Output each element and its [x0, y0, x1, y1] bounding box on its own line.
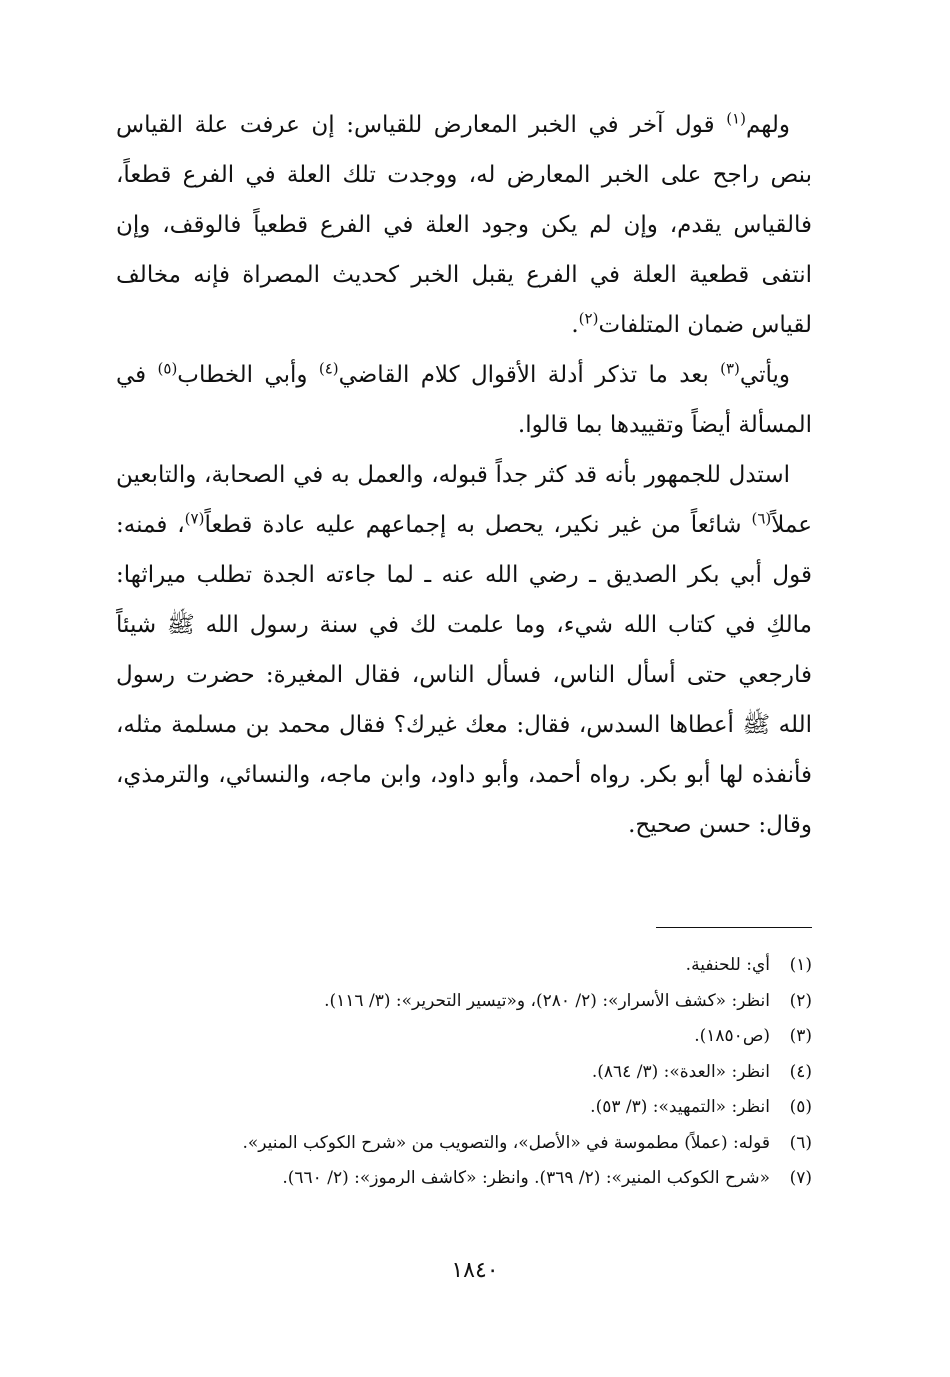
footnote-number: (٣) [789, 1026, 812, 1046]
footnote-number: (٢) [789, 990, 812, 1011]
footnote-1 [116, 948, 812, 984]
footnote-ref-1[interactable]: (١) [726, 109, 746, 128]
text-segment: استدل للجمهور بأنه قد كثر جداً قبوله، والعمل به في الصحابة، والتابعين عملاً [116, 462, 813, 538]
footnote-text: قوله: (عملاً) مطموسة في «الأصل»، والتصويب من «شرح الكوكب المنير». [242, 1132, 770, 1153]
text-segment: بعد ما تذكر أدلة الأقوال كلام القاضي [338, 362, 721, 388]
footnote-text: انظر: «كشف الأسرار»: (٢/ ٢٨٠)، و«تيسير التحرير»: (٣/ ١١٦). [324, 990, 770, 1011]
footnotes [116, 948, 812, 1197]
footnote-text: (ص١٨٥٠). [694, 1026, 770, 1046]
paragraph-2 [116, 350, 812, 450]
text-segment: ولهم [745, 112, 790, 138]
footnote-ref-7[interactable]: (٧) [184, 509, 205, 528]
footnote-number: (٥) [789, 1097, 812, 1117]
footnote-separator [656, 927, 812, 928]
footnote-3 [116, 1019, 812, 1055]
footnote-text: أي: للحنفية. [685, 955, 770, 975]
footnote-number: (٧) [789, 1168, 812, 1188]
text-segment: ويأتي [739, 362, 790, 388]
text-segment: شائعاً من غير نكير، يحصل به إجماعهم عليه عادة قطعاً [204, 512, 752, 538]
footnote-ref-2[interactable]: (٢) [578, 309, 599, 328]
footnote-ref-3[interactable]: (٣) [720, 359, 740, 378]
footnote-6 [116, 1126, 812, 1162]
footnote-ref-5[interactable]: (٥) [157, 359, 178, 378]
footnote-2 [116, 984, 812, 1020]
text-segment: ، فمنه: قول أبي بكر الصديق ـ رضي الله عنه ـ لما جاءته الجدة تطلب ميراثها: مالكِ في كتاب الله شيء، وما علمت لك في سنة رسول الله ﷺ شيئاً فارجعي حتى أسأل الناس، فسأل الناس، فقال المغيرة: حضرت رسول الله ﷺ أعطاها السدس، فقال: معك غيرك؟ فقال محمد بن مسلمة مثله، فأنفذه لها أبو بكر. رواه أحمد، وأبو داود، وابن ماجه، والنسائي، والترمذي، وقال: حسن صحيح. [116, 512, 812, 838]
footnote-number: (٦) [789, 1132, 812, 1153]
footnote-number: (٤) [789, 1061, 812, 1082]
footnote-ref-4[interactable]: (٤) [318, 359, 339, 378]
footnote-number: (١) [789, 955, 812, 975]
text-segment: وأبي الخطاب [177, 362, 319, 388]
footnote-ref-6[interactable]: (٦) [751, 509, 772, 528]
footnote-4 [116, 1055, 812, 1091]
main-text [116, 100, 812, 850]
footnote-text: «شرح الكوكب المنير»: (٢/ ٣٦٩). وانظر: «كاشف الرموز»: (٢/ ٦٦٠). [282, 1168, 770, 1188]
text-segment: قول آخر في الخبر المعارض للقياس: إن عرفت علة القياس بنص راجح على الخبر المعارض له، ووجدت تلك العلة في الفرع قطعاً، فالقياس يقدم، وإن لم يكن وجود العلة في الفرع قطعياً فالوقف، وإن انتفى قطعية العلة في الفرع يقبل الخبر كحديث المصراة فإنه مخالف لقياس ضمان المتلفات [116, 112, 812, 338]
text-segment: . [571, 312, 579, 338]
paragraph-3 [116, 450, 812, 850]
footnote-text: انظر: «العدة»: (٣/ ٨٦٤). [591, 1061, 770, 1082]
text-segment: في المسألة أيضاً وتقييدها بما قالوا. [116, 362, 812, 438]
paragraph-1 [116, 100, 812, 350]
footnote-5 [116, 1090, 812, 1126]
footnote-text: انظر: «التمهيد»: (٣/ ٥٣). [590, 1097, 770, 1117]
footnote-7 [116, 1161, 812, 1197]
page-number: ١٨٤٠ [451, 1258, 499, 1283]
